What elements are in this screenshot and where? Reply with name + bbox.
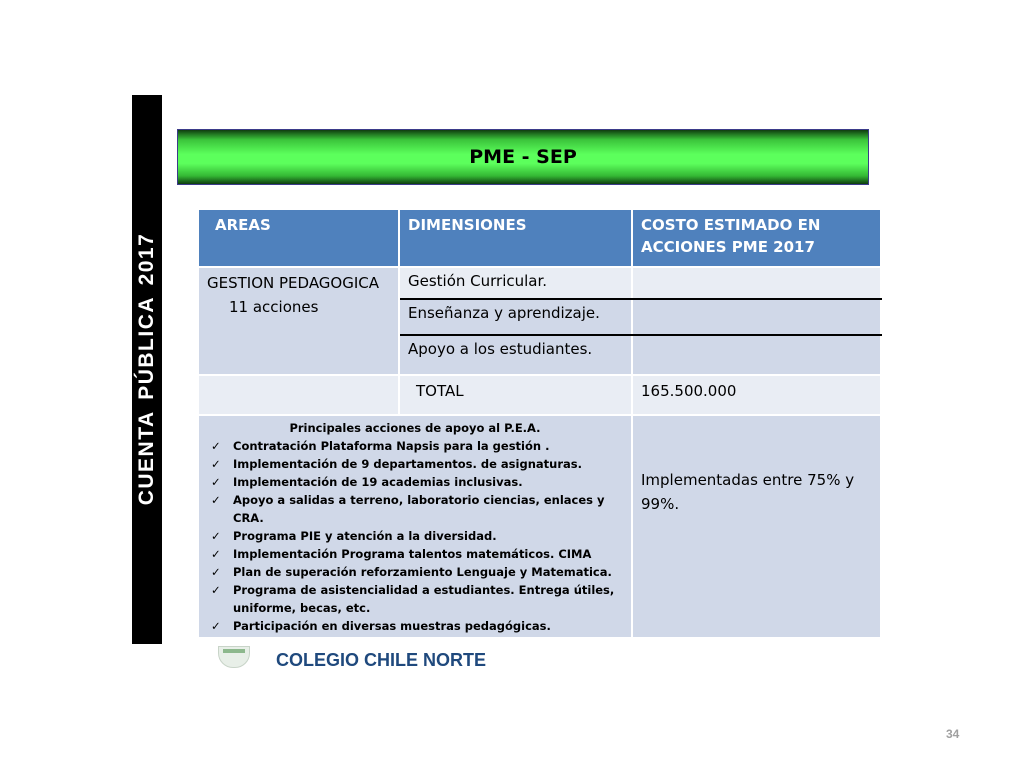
check-icon: ✓	[211, 565, 221, 579]
header-costo: COSTO ESTIMADO EN ACCIONES PME 2017	[632, 209, 881, 267]
page-number: 34	[946, 727, 960, 741]
actions-result: Implementadas entre 75% y 99%.	[632, 415, 881, 638]
dimension-cell: Apoyo a los estudiantes.	[399, 335, 632, 375]
banner-title: PME - SEP	[469, 146, 577, 168]
check-icon: ✓	[211, 457, 221, 471]
check-icon: ✓	[211, 439, 221, 453]
area-cell	[198, 267, 399, 375]
check-icon: ✓	[211, 475, 221, 489]
area-count: 11 acciones	[229, 298, 319, 316]
list-item: ✓ Plan de superación reforzamiento Lenguaje y Matematica.	[211, 565, 612, 579]
list-item: ✓ Apoyo a salidas a terreno, laboratorio ciencias, enlaces y CRA.	[211, 493, 605, 525]
list-item: ✓ Implementación Programa talentos matemáticos. CIMA	[211, 547, 592, 561]
list-item: ✓ Implementación de 9 departamentos. de asignaturas.	[211, 457, 582, 471]
list-item: ✓ Programa PIE y atención a la diversidad.	[211, 529, 497, 543]
cost-cell	[632, 267, 881, 299]
school-logo-icon	[218, 646, 250, 668]
header-areas: AREAS	[198, 209, 399, 267]
cost-cell	[632, 335, 881, 375]
table-row-actions	[198, 415, 881, 638]
side-title: CUENTA PÚBLICA 2017	[135, 232, 158, 506]
dimension-cell: Enseñanza y aprendizaje.	[399, 299, 632, 335]
table-row	[198, 267, 881, 299]
area-name: GESTION PEDAGOGICA	[207, 274, 380, 292]
list-item: ✓ Implementación de 19 academias inclusivas.	[211, 475, 523, 489]
check-icon: ✓	[211, 547, 221, 561]
actions-list	[203, 437, 627, 635]
pme-table	[197, 208, 882, 639]
cost-cell	[632, 299, 881, 335]
list-item: ✓ Programa de asistencialidad a estudiantes. Entrega útiles, uniforme, becas, etc.	[211, 583, 615, 615]
list-item: ✓ Contratación Plataforma Napsis para la gestión .	[211, 439, 550, 453]
check-icon: ✓	[211, 529, 221, 543]
total-label: TOTAL	[399, 375, 632, 415]
check-icon: ✓	[211, 583, 221, 597]
list-item: ✓ Participación en diversas muestras pedagógicas.	[211, 619, 551, 633]
total-empty-cell	[198, 375, 399, 415]
title-banner	[177, 129, 869, 185]
dimension-cell: Gestión Curricular.	[399, 267, 632, 299]
actions-heading: Principales acciones de apoyo al P.E.A.	[289, 421, 541, 435]
table-row-total	[198, 375, 881, 415]
total-value: 165.500.000	[632, 375, 881, 415]
check-icon: ✓	[211, 493, 221, 507]
school-name: COLEGIO CHILE NORTE	[276, 650, 487, 670]
check-icon: ✓	[211, 619, 221, 633]
actions-cell	[198, 415, 632, 638]
header-dimensiones: DIMENSIONES	[399, 209, 632, 267]
table-header-row	[198, 209, 881, 267]
